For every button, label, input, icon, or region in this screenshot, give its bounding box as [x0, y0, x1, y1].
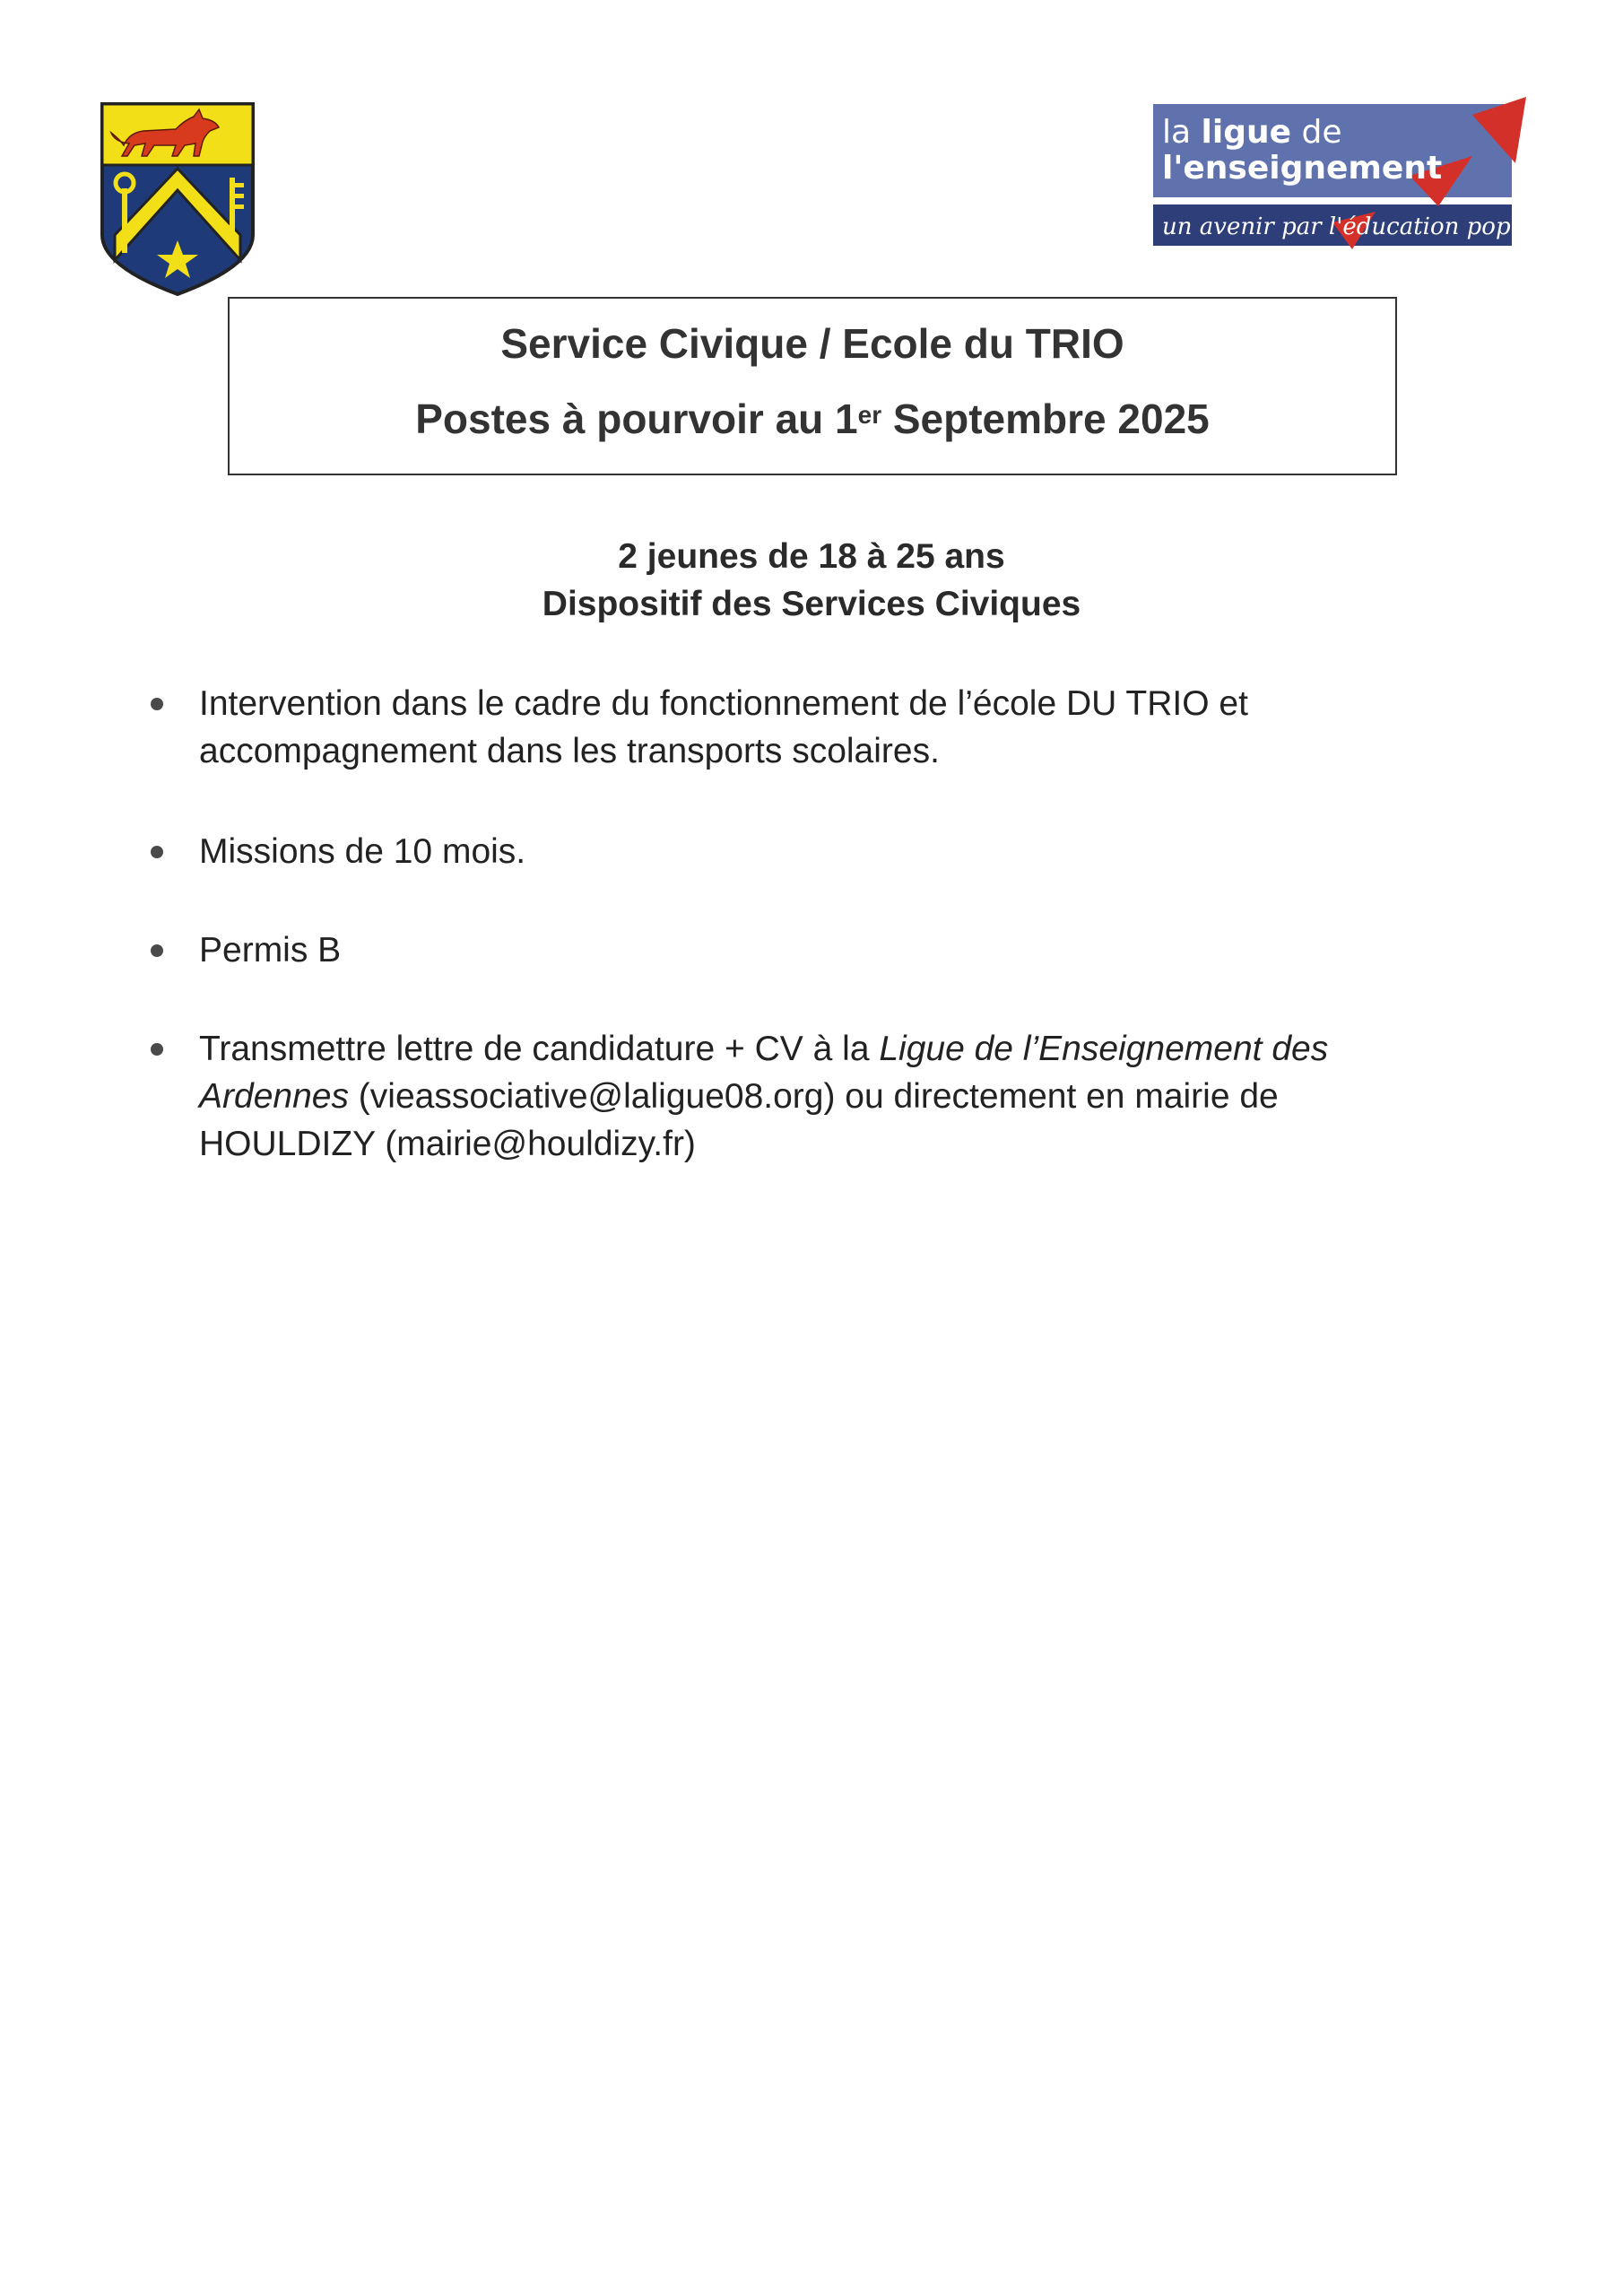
list-item: Permis B — [199, 926, 1472, 974]
ligue-enseignement-logo — [1153, 97, 1580, 253]
audience-line: 2 jeunes de 18 à 25 ans — [618, 537, 1005, 576]
logo-tagline: un avenir par l'éducation populaire — [1162, 213, 1580, 240]
title-box — [228, 297, 1397, 475]
list-item: Intervention dans le cadre du fonctionnement de l’école DU TRIO et accompagnement dans les transports scolaires. — [199, 680, 1472, 775]
list-item: Transmettre lettre de candidature + CV à la Ligue de l’Enseignement des Ardennes (vieassociative@laligue08.org) ou directement en mairie de HOULDIZY (mairie@houldizy.fr) — [199, 1025, 1472, 1168]
scheme-line: Dispositif des Services Civiques — [542, 585, 1081, 623]
page-subtitle: Postes à pourvoir au 1er Septembre 2025 — [415, 396, 1210, 442]
page-title: Service Civique / Ecole du TRIO — [500, 320, 1124, 367]
logo-line2: l'enseignement — [1162, 150, 1443, 187]
bullet-icon — [151, 944, 163, 957]
bullet-icon — [151, 846, 163, 858]
contact-email-mairie: HOULDIZY (mairie@houldizy.fr) — [199, 1125, 696, 1163]
bullet-icon — [151, 698, 163, 710]
contact-email-ligue: (vieassociative@laligue08.org) ou directement en mairie de — [348, 1077, 1279, 1116]
list-item: Missions de 10 mois. — [199, 828, 1472, 875]
logo-line1: la ligue de — [1162, 114, 1342, 151]
crest-logo — [99, 100, 256, 298]
bullet-icon — [151, 1043, 163, 1056]
